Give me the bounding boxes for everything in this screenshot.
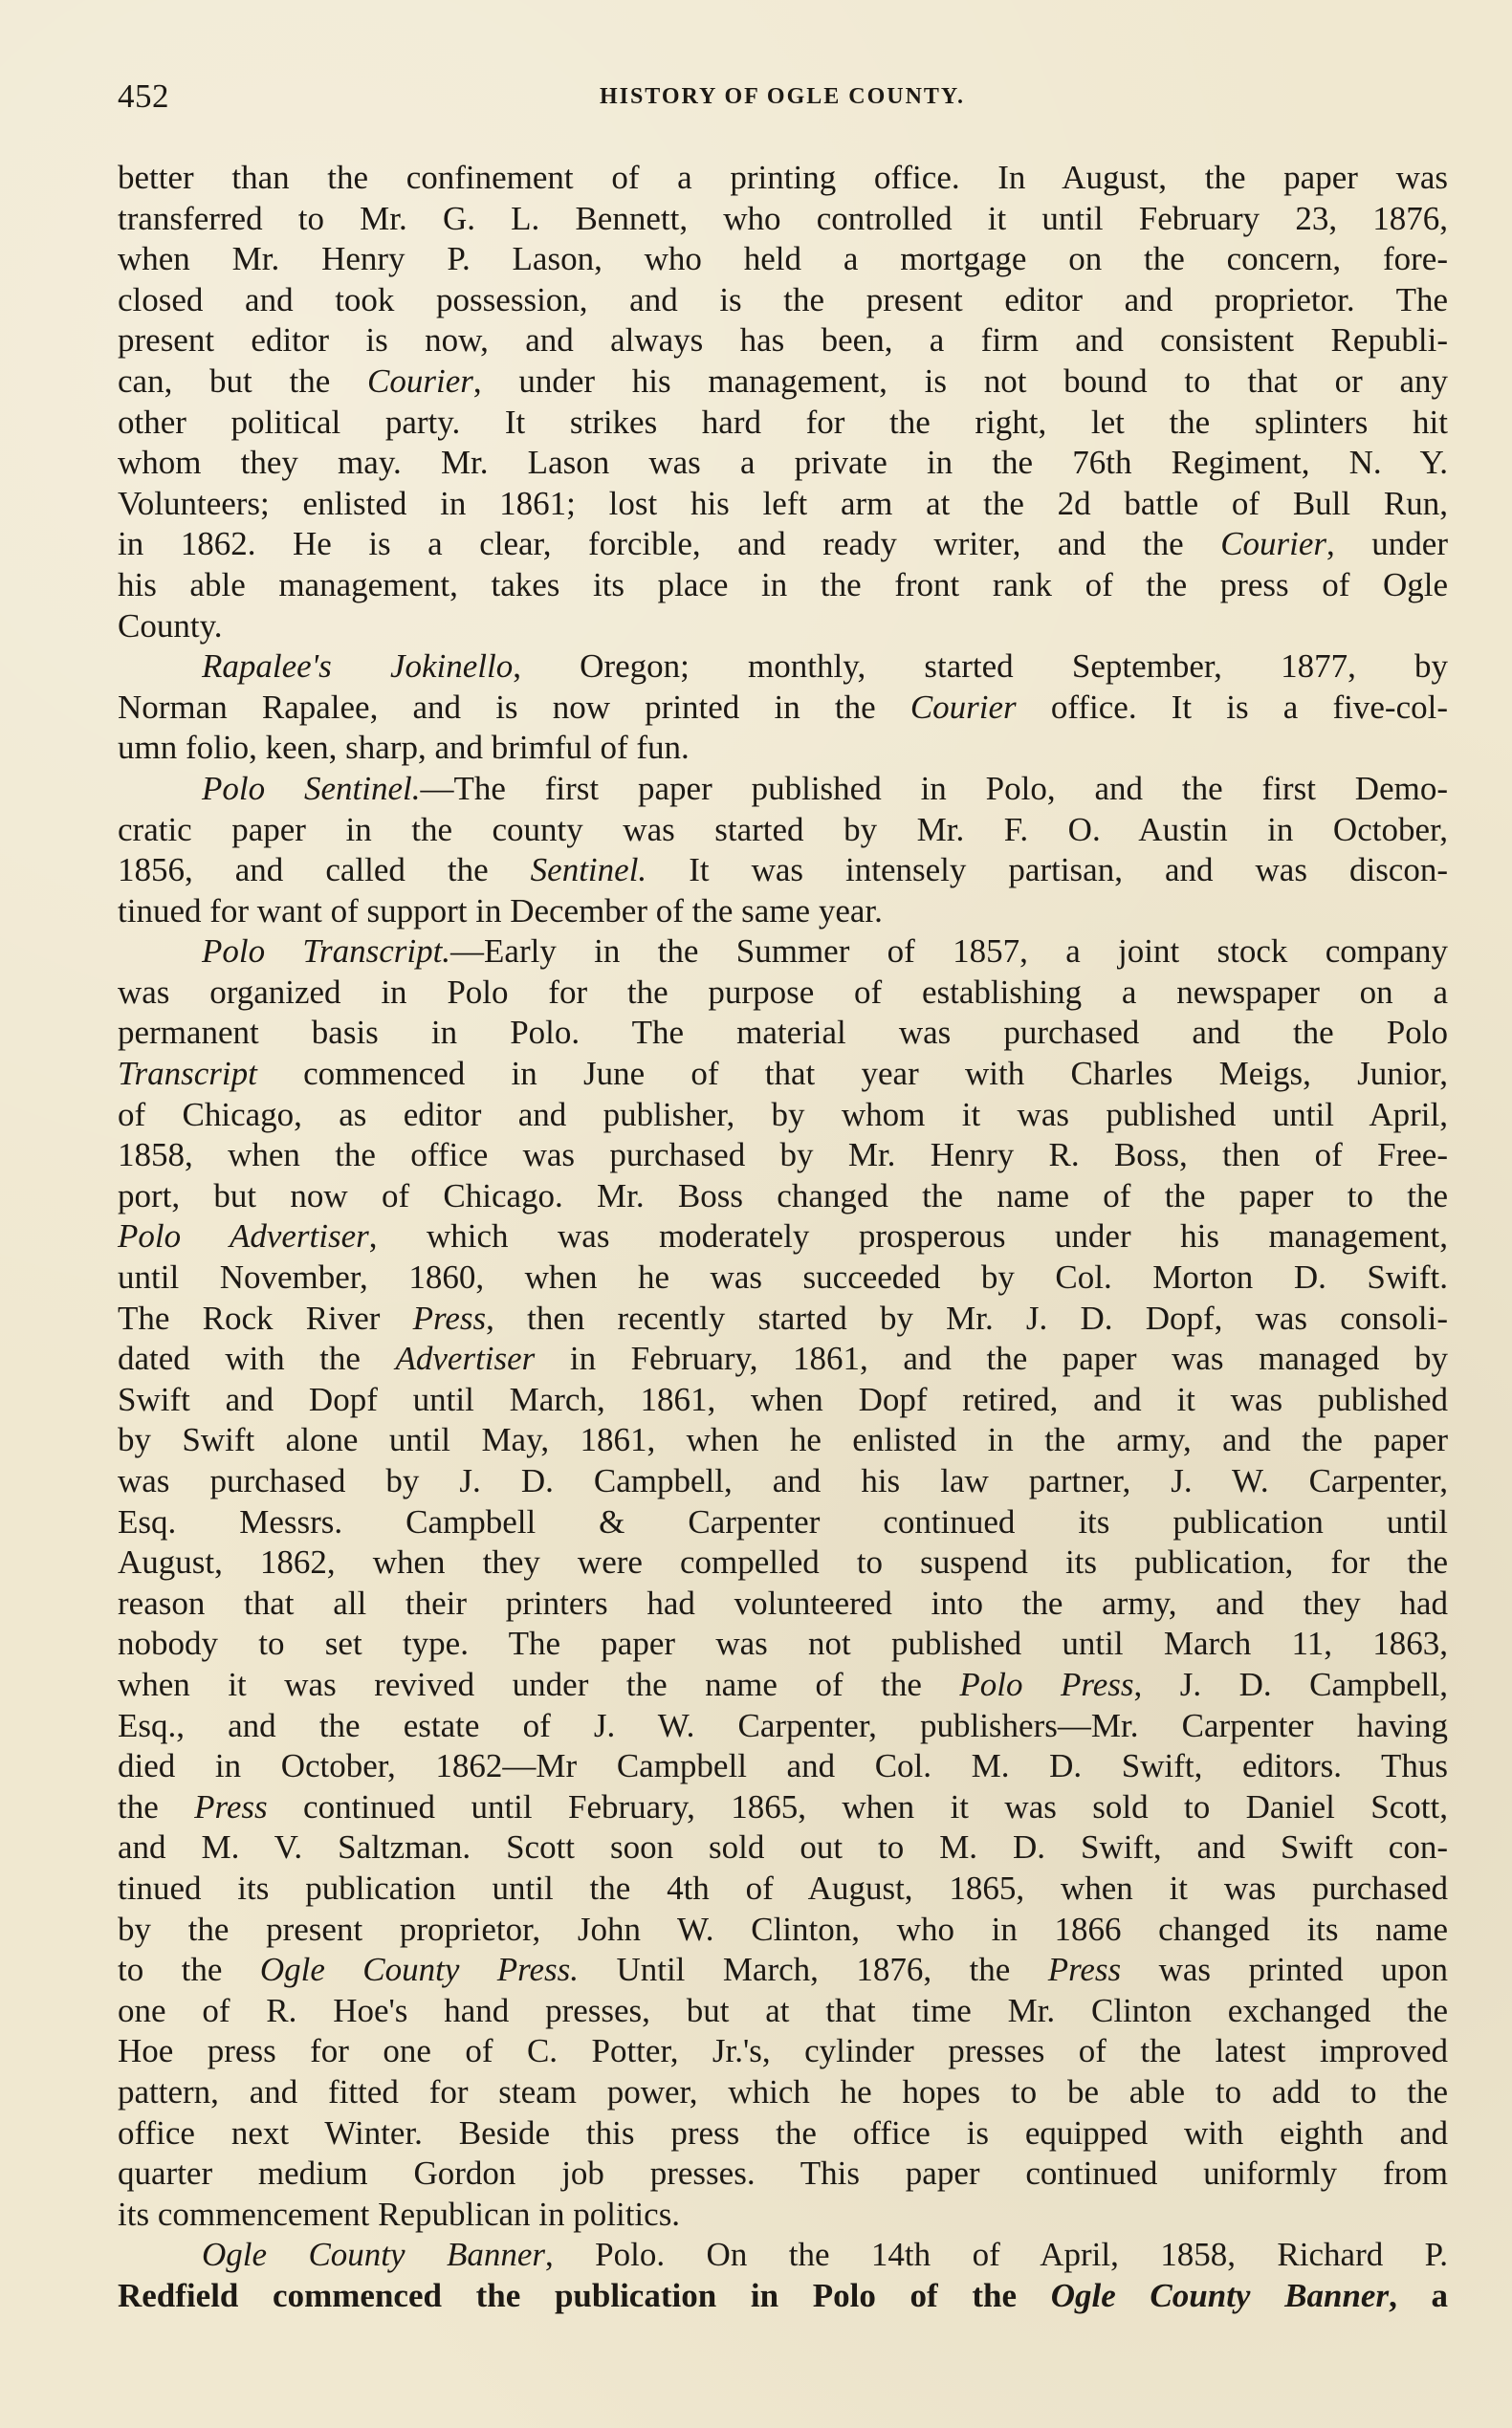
text-run: Redfield commenced the publication in Polo of the bbox=[118, 2276, 1051, 2314]
text-run: and M. V. Saltzman. Scott soon sold out to M. D. Swift, and Swift con- bbox=[118, 1828, 1448, 1867]
text-line bbox=[118, 1095, 1448, 1136]
italic-title: Polo Sentinel. bbox=[202, 769, 421, 807]
text-run: , Oregon; monthly, started September, 1877, by bbox=[513, 647, 1449, 686]
text-run: was printed upon bbox=[1121, 1951, 1448, 1989]
text-line bbox=[118, 1299, 1448, 1340]
text-line bbox=[118, 1013, 1448, 1054]
text-line bbox=[118, 1258, 1448, 1299]
text-line bbox=[118, 2195, 1448, 2236]
text-line bbox=[118, 565, 1448, 606]
italic-title: Transcript bbox=[118, 1055, 257, 1093]
text-run: in February, 1861, and the paper was managed by bbox=[535, 1340, 1449, 1378]
text-run: his able management, takes its place in the front rank of the press of Ogle bbox=[118, 565, 1448, 603]
text-line bbox=[118, 606, 1448, 647]
text-run: other political party. It strikes hard for the right, let the splinters hit bbox=[118, 403, 1448, 441]
text-run: until November, 1860, when he was succeeded by Col. Morton D. Swift. bbox=[118, 1258, 1448, 1297]
text-run: dated with the bbox=[118, 1340, 396, 1378]
text-run: , Polo. On the 14th of April, 1858, Richard P. bbox=[545, 2236, 1448, 2274]
text-line bbox=[118, 1176, 1448, 1217]
text-line bbox=[118, 810, 1448, 851]
paragraph-first-line bbox=[118, 931, 1448, 973]
text-line bbox=[118, 2154, 1448, 2195]
text-run: —Early in the Summer of 1857, a joint stock company bbox=[450, 932, 1448, 971]
text-run: , a bbox=[1389, 2276, 1449, 2314]
text-line bbox=[118, 361, 1448, 403]
text-run: quarter medium Gordon job presses. This paper continued uniformly from bbox=[118, 2155, 1448, 2193]
text-line bbox=[118, 2031, 1448, 2072]
italic-title: Polo Press bbox=[959, 1665, 1134, 1703]
text-run: was purchased by J. D. Campbell, and his law partner, J. W. Carpenter, bbox=[118, 1462, 1448, 1499]
text-line bbox=[118, 484, 1448, 525]
text-run: , which was moderately prosperous under his management, bbox=[368, 1217, 1448, 1256]
italic-title: Ogle County Press. bbox=[259, 1951, 580, 1989]
text-line bbox=[118, 1502, 1448, 1543]
paragraph-first-line bbox=[118, 769, 1448, 810]
text-line bbox=[118, 1706, 1448, 1747]
text-run: its commencement Republican in politics. bbox=[118, 2195, 681, 2233]
italic-title: Press bbox=[1047, 1951, 1122, 1989]
text-run: the bbox=[118, 1787, 195, 1826]
text-line bbox=[118, 688, 1448, 729]
text-run: when it was revived under the name of the bbox=[118, 1665, 960, 1703]
text-run: It was intensely partisan, and was discon- bbox=[646, 851, 1448, 889]
text-run: August, 1862, when they were compelled to suspend its publication, for the bbox=[118, 1543, 1448, 1582]
text-run: reason that all their printers had volunteered into the army, and they had bbox=[118, 1584, 1448, 1622]
text-run: County. bbox=[118, 606, 223, 645]
text-line bbox=[118, 280, 1448, 321]
text-run: of Chicago, as editor and publisher, by whom it was published until April, bbox=[118, 1095, 1448, 1133]
text-line bbox=[118, 1584, 1448, 1625]
text-run: Hoe press for one of C. Potter, Jr.'s, cylinder presses of the latest improved bbox=[118, 2032, 1448, 2070]
text-run: cratic paper in the county was started by Mr. F. O. Austin in October, bbox=[118, 810, 1448, 848]
text-run: tinued its publication until the 4th of August, 1865, when it was purchased bbox=[118, 1869, 1448, 1907]
text-line bbox=[118, 728, 1448, 769]
text-run: Volunteers; enlisted in 1861; lost his left arm at the 2d battle of Bull Run, bbox=[118, 484, 1448, 522]
page-number: 452 bbox=[118, 77, 169, 115]
italic-title: Sentinel. bbox=[530, 851, 647, 889]
italic-title: Press bbox=[412, 1299, 487, 1337]
text-line bbox=[118, 1950, 1448, 1991]
text-run: Esq. Messrs. Campbell & Carpenter continued its publication until bbox=[118, 1502, 1448, 1541]
text-run: can, but the bbox=[118, 361, 367, 400]
paragraph-first-line bbox=[118, 646, 1448, 688]
text-run: commenced in June of that year with Charles Meigs, Junior, bbox=[256, 1055, 1448, 1093]
text-line bbox=[118, 2072, 1448, 2113]
text-run: to the bbox=[118, 1951, 260, 1989]
text-line bbox=[118, 1991, 1448, 2032]
text-run: better than the confinement of a printing office. In August, the paper was bbox=[118, 159, 1448, 196]
text-run: pattern, and fitted for steam power, which he hopes to be able to add to the bbox=[118, 2072, 1448, 2111]
text-line bbox=[118, 1827, 1448, 1869]
text-run: by Swift alone until May, 1861, when he enlisted in the army, and the paper bbox=[118, 1421, 1448, 1459]
italic-title: Advertiser bbox=[395, 1340, 536, 1378]
page-header bbox=[118, 75, 1447, 119]
text-line bbox=[118, 403, 1448, 444]
text-run: , J. D. Campbell, bbox=[1133, 1665, 1448, 1703]
text-run: transferred to Mr. G. L. Bennett, who controlled it until February 23, 1876, bbox=[118, 199, 1448, 237]
text-run: —The first paper published in Polo, and the first Demo- bbox=[420, 769, 1448, 807]
text-run: The Rock River bbox=[118, 1299, 413, 1337]
text-line bbox=[118, 443, 1448, 484]
text-line bbox=[118, 1461, 1448, 1502]
text-run: one of R. Hoe's hand presses, but at that time Mr. Clinton exchanged the bbox=[118, 1991, 1448, 2029]
body-text bbox=[118, 158, 1448, 2316]
text-run: in 1862. He is a clear, forcible, and ready writer, and the bbox=[118, 525, 1221, 563]
text-run: , then recently started by Mr. J. D. Dopf, was consoli- bbox=[486, 1299, 1448, 1337]
text-line bbox=[118, 2113, 1448, 2155]
text-run: whom they may. Mr. Lason was a private in the 76th Regiment, N. Y. bbox=[118, 444, 1448, 482]
text-line bbox=[118, 1910, 1448, 1951]
text-line bbox=[118, 1339, 1448, 1380]
italic-title: Polo Transcript. bbox=[202, 932, 451, 971]
text-line bbox=[118, 158, 1448, 199]
text-run: office next Winter. Beside this press the office is equipped with eighth and bbox=[118, 2113, 1448, 2152]
paragraph-first-line bbox=[118, 2235, 1448, 2276]
text-run: umn folio, keen, sharp, and brimful of fun. bbox=[118, 729, 690, 767]
text-run: was organized in Polo for the purpose of establishing a newspaper on a bbox=[118, 973, 1448, 1011]
text-line bbox=[118, 891, 1448, 932]
text-line bbox=[118, 239, 1448, 280]
text-line bbox=[118, 1216, 1448, 1258]
text-line bbox=[118, 320, 1448, 361]
text-line bbox=[118, 524, 1448, 565]
text-line bbox=[118, 1665, 1448, 1706]
text-run: by the present proprietor, John W. Clinton, who in 1866 changed its name bbox=[118, 1910, 1448, 1948]
text-line bbox=[118, 973, 1448, 1014]
text-line bbox=[118, 1624, 1448, 1665]
text-line bbox=[118, 1746, 1448, 1787]
running-head: HISTORY OF OGLE COUNTY. bbox=[599, 84, 966, 109]
text-run: Norman Rapalee, and is now printed in the bbox=[118, 688, 910, 726]
italic-title: Courier bbox=[909, 688, 1017, 726]
text-line bbox=[118, 199, 1448, 240]
text-line bbox=[118, 1542, 1448, 1584]
italic-title: Courier bbox=[367, 361, 473, 400]
text-run: Until March, 1876, the bbox=[579, 1951, 1048, 1989]
text-line bbox=[118, 1135, 1448, 1176]
italic-title: Polo Advertiser bbox=[118, 1217, 369, 1256]
text-line bbox=[118, 2276, 1448, 2317]
text-run: port, but now of Chicago. Mr. Boss changed the name of the paper to the bbox=[118, 1176, 1448, 1214]
text-run: 1858, when the office was purchased by Mr. Henry R. Boss, then of Free- bbox=[118, 1136, 1448, 1174]
italic-title: Ogle County Banner bbox=[202, 2236, 546, 2274]
text-run: , under his management, is not bound to that or any bbox=[472, 361, 1448, 400]
text-run: , under bbox=[1326, 525, 1448, 563]
italic-title: Ogle County Banner bbox=[1050, 2276, 1390, 2314]
text-run: 1856, and called the bbox=[118, 851, 531, 889]
text-run: nobody to set type. The paper was not published until March 11, 1863, bbox=[118, 1625, 1448, 1663]
text-run: Esq., and the estate of J. W. Carpenter, publishers—Mr. Carpenter having bbox=[118, 1706, 1448, 1744]
italic-title: Rapalee's Jokinello bbox=[202, 647, 514, 686]
text-run: office. It is a five-col- bbox=[1016, 688, 1448, 726]
text-run: permanent basis in Polo. The material was purchased and the Polo bbox=[118, 1014, 1448, 1052]
text-line bbox=[118, 1787, 1448, 1828]
text-run: present editor is now, and always has been, a firm and consistent Republi- bbox=[118, 321, 1448, 360]
text-line bbox=[118, 1869, 1448, 1910]
text-line bbox=[118, 850, 1448, 891]
text-run: continued until February, 1865, when it was sold to Daniel Scott, bbox=[267, 1787, 1448, 1826]
text-line bbox=[118, 1420, 1448, 1461]
text-line bbox=[118, 1054, 1448, 1095]
text-run: closed and took possession, and is the present editor and proprietor. The bbox=[118, 280, 1448, 318]
text-run: tinued for want of support in December of the same year. bbox=[118, 891, 883, 930]
text-run: died in October, 1862—Mr Campbell and Col. M. D. Swift, editors. Thus bbox=[118, 1747, 1448, 1785]
italic-title: Press bbox=[194, 1787, 268, 1826]
text-run: when Mr. Henry P. Lason, who held a mortgage on the concern, fore- bbox=[118, 240, 1448, 278]
text-line bbox=[118, 1380, 1448, 1421]
text-run: Swift and Dopf until March, 1861, when Dopf retired, and it was published bbox=[118, 1380, 1448, 1418]
italic-title: Courier bbox=[1220, 525, 1327, 563]
